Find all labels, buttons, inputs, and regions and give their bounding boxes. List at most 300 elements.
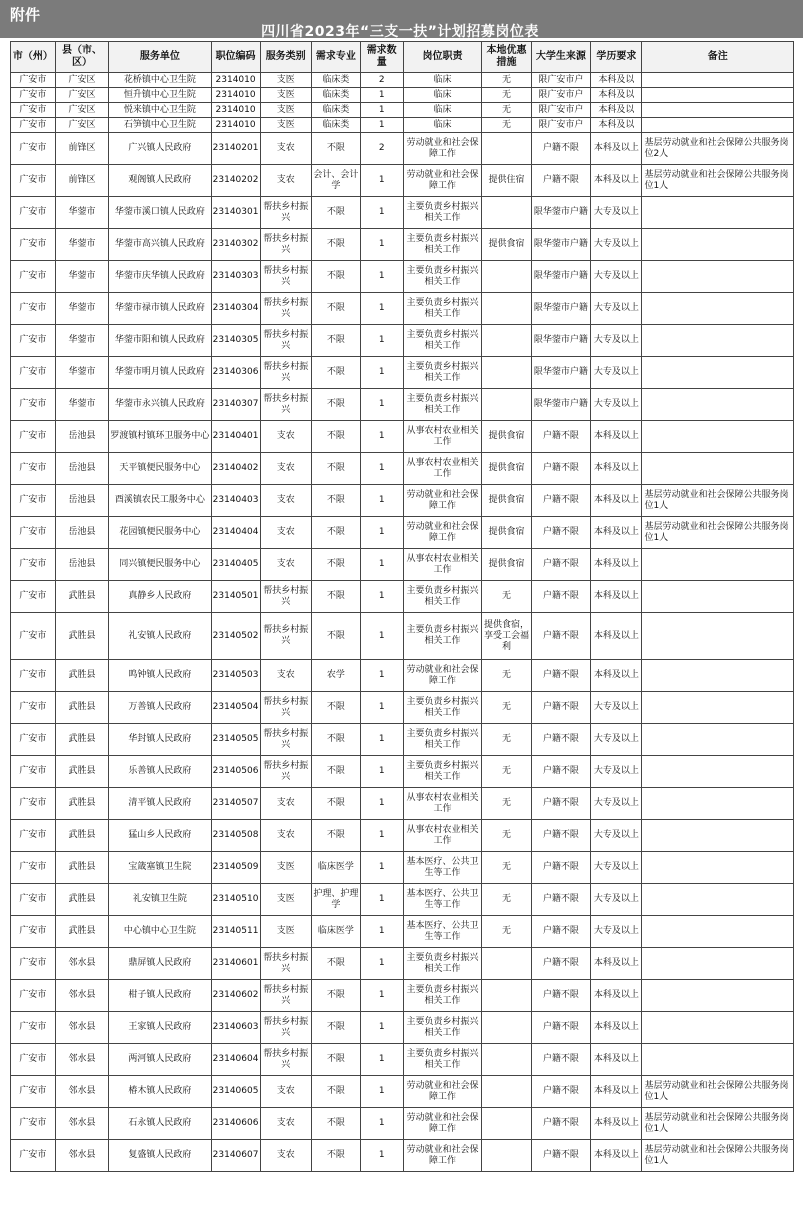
cell-benefit: 无	[482, 916, 531, 948]
table-row	[11, 660, 794, 692]
cell-category: 支医	[260, 852, 311, 884]
cell-education: 大专及以上	[591, 692, 642, 724]
cell-education: 大专及以上	[591, 325, 642, 357]
cell-count: 1	[360, 261, 403, 293]
cell-city: 广安市	[11, 948, 56, 980]
cell-unit: 广兴镇人民政府	[109, 133, 211, 165]
table-row	[11, 549, 794, 581]
cell-benefit	[482, 980, 531, 1012]
cell-county: 邻水县	[55, 1012, 108, 1044]
cell-education: 大专及以上	[591, 884, 642, 916]
cell-city: 广安市	[11, 756, 56, 788]
cell-source: 户籍不限	[531, 1140, 591, 1172]
cell-major: 不限	[311, 724, 360, 756]
cell-duty: 主要负责乡村振兴相关工作	[403, 724, 482, 756]
cell-unit: 华蓥市溪口镇人民政府	[109, 197, 211, 229]
cell-county: 华蓥市	[55, 229, 108, 261]
cell-county: 前锋区	[55, 165, 108, 197]
cell-benefit: 提供食宿	[482, 453, 531, 485]
cell-count: 1	[360, 1076, 403, 1108]
cell-city: 广安市	[11, 724, 56, 756]
cell-duty: 主要负责乡村振兴相关工作	[403, 389, 482, 421]
cell-major: 不限	[311, 549, 360, 581]
cell-benefit	[482, 1012, 531, 1044]
cell-remark	[642, 581, 794, 613]
cell-count: 1	[360, 517, 403, 549]
cell-major: 临床类	[311, 73, 360, 88]
cell-remark	[642, 948, 794, 980]
cell-benefit	[482, 197, 531, 229]
cell-city: 广安市	[11, 1012, 56, 1044]
cell-city: 广安市	[11, 389, 56, 421]
cell-city: 广安市	[11, 165, 56, 197]
cell-unit: 罗渡镇村镇环卫服务中心	[109, 421, 211, 453]
cell-count: 1	[360, 1140, 403, 1172]
cell-education: 大专及以上	[591, 197, 642, 229]
cell-code: 23140302	[211, 229, 260, 261]
cell-education: 大专及以上	[591, 852, 642, 884]
cell-duty: 主要负责乡村振兴相关工作	[403, 229, 482, 261]
cell-county: 武胜县	[55, 916, 108, 948]
cell-unit: 华蓥市庆华镇人民政府	[109, 261, 211, 293]
cell-category: 帮扶乡村振兴	[260, 756, 311, 788]
cell-count: 2	[360, 73, 403, 88]
cell-count: 1	[360, 118, 403, 133]
cell-count: 1	[360, 229, 403, 261]
cell-remark: 基层劳动就业和社会保障公共服务岗位1人	[642, 165, 794, 197]
cell-major: 不限	[311, 1140, 360, 1172]
cell-remark	[642, 820, 794, 852]
cell-major: 不限	[311, 756, 360, 788]
cell-major: 不限	[311, 453, 360, 485]
cell-remark	[642, 980, 794, 1012]
cell-county: 武胜县	[55, 724, 108, 756]
cell-category: 支农	[260, 1140, 311, 1172]
cell-education: 本科及以上	[591, 1140, 642, 1172]
cell-education: 本科及以上	[591, 133, 642, 165]
cell-category: 帮扶乡村振兴	[260, 1044, 311, 1076]
cell-count: 1	[360, 325, 403, 357]
cell-unit: 鸣钟镇人民政府	[109, 660, 211, 692]
cell-count: 1	[360, 581, 403, 613]
cell-major: 不限	[311, 820, 360, 852]
cell-code: 23140201	[211, 133, 260, 165]
cell-duty: 从事农村农业相关工作	[403, 788, 482, 820]
cell-major: 不限	[311, 980, 360, 1012]
cell-education: 本科及以上	[591, 1012, 642, 1044]
cell-education: 大专及以上	[591, 916, 642, 948]
cell-duty: 主要负责乡村振兴相关工作	[403, 613, 482, 660]
cell-benefit: 提供食宿	[482, 517, 531, 549]
cell-code: 23140601	[211, 948, 260, 980]
cell-education: 本科及以上	[591, 453, 642, 485]
cell-major: 不限	[311, 517, 360, 549]
cell-source: 户籍不限	[531, 549, 591, 581]
cell-city: 广安市	[11, 1140, 56, 1172]
table-row	[11, 421, 794, 453]
cell-count: 1	[360, 165, 403, 197]
cell-county: 邻水县	[55, 980, 108, 1012]
cell-count: 1	[360, 389, 403, 421]
cell-major: 临床类	[311, 118, 360, 133]
cell-duty: 基本医疗、公共卫生等工作	[403, 916, 482, 948]
table-row	[11, 103, 794, 118]
table-row	[11, 118, 794, 133]
cell-county: 广安区	[55, 118, 108, 133]
cell-category: 支农	[260, 517, 311, 549]
cell-category: 帮扶乡村振兴	[260, 357, 311, 389]
cell-county: 邻水县	[55, 1140, 108, 1172]
position-table	[10, 41, 794, 1172]
cell-source: 户籍不限	[531, 1108, 591, 1140]
cell-source: 户籍不限	[531, 421, 591, 453]
cell-code: 23140603	[211, 1012, 260, 1044]
cell-benefit: 提供食宿	[482, 485, 531, 517]
cell-duty: 从事农村农业相关工作	[403, 549, 482, 581]
cell-source: 户籍不限	[531, 884, 591, 916]
cell-duty: 主要负责乡村振兴相关工作	[403, 980, 482, 1012]
cell-remark: 基层劳动就业和社会保障公共服务岗位2人	[642, 133, 794, 165]
cell-code: 23140405	[211, 549, 260, 581]
cell-unit: 清平镇人民政府	[109, 788, 211, 820]
table-row	[11, 692, 794, 724]
cell-category: 支农	[260, 421, 311, 453]
col-header-duty: 岗位职责	[403, 42, 482, 73]
cell-unit: 华蓥市明月镇人民政府	[109, 357, 211, 389]
cell-city: 广安市	[11, 820, 56, 852]
cell-city: 广安市	[11, 660, 56, 692]
col-header-county: 县（市、区）	[55, 42, 108, 73]
cell-unit: 复盛镇人民政府	[109, 1140, 211, 1172]
cell-county: 岳池县	[55, 485, 108, 517]
cell-source: 限华蓥市户籍	[531, 357, 591, 389]
cell-benefit	[482, 133, 531, 165]
col-header-count: 需求数量	[360, 42, 403, 73]
cell-source: 户籍不限	[531, 613, 591, 660]
cell-category: 支农	[260, 820, 311, 852]
cell-city: 广安市	[11, 1108, 56, 1140]
cell-benefit: 无	[482, 103, 531, 118]
cell-education: 大专及以上	[591, 229, 642, 261]
cell-city: 广安市	[11, 197, 56, 229]
cell-education: 本科及以上	[591, 613, 642, 660]
cell-code: 23140404	[211, 517, 260, 549]
cell-benefit: 无	[482, 820, 531, 852]
table-row	[11, 261, 794, 293]
cell-category: 帮扶乡村振兴	[260, 229, 311, 261]
cell-remark	[642, 1012, 794, 1044]
table-row	[11, 325, 794, 357]
cell-source: 户籍不限	[531, 980, 591, 1012]
table-body	[11, 73, 794, 1172]
table-row	[11, 788, 794, 820]
table-row	[11, 88, 794, 103]
cell-benefit: 无	[482, 724, 531, 756]
cell-county: 岳池县	[55, 453, 108, 485]
cell-source: 户籍不限	[531, 1044, 591, 1076]
cell-code: 23140607	[211, 1140, 260, 1172]
cell-county: 邻水县	[55, 1044, 108, 1076]
col-header-major: 需求专业	[311, 42, 360, 73]
attachment-label: 附件	[10, 6, 41, 24]
cell-education: 本科及以上	[591, 1108, 642, 1140]
cell-benefit: 提供食宿	[482, 549, 531, 581]
cell-county: 邻水县	[55, 1108, 108, 1140]
cell-county: 华蓥市	[55, 389, 108, 421]
cell-count: 1	[360, 357, 403, 389]
cell-category: 帮扶乡村振兴	[260, 692, 311, 724]
cell-duty: 劳动就业和社会保障工作	[403, 485, 482, 517]
cell-education: 本科及以	[591, 88, 642, 103]
cell-county: 武胜县	[55, 884, 108, 916]
cell-category: 帮扶乡村振兴	[260, 389, 311, 421]
cell-source: 户籍不限	[531, 165, 591, 197]
cell-unit: 同兴镇便民服务中心	[109, 549, 211, 581]
cell-duty: 主要负责乡村振兴相关工作	[403, 261, 482, 293]
cell-education: 大专及以上	[591, 820, 642, 852]
cell-code: 23140506	[211, 756, 260, 788]
cell-duty: 劳动就业和社会保障工作	[403, 165, 482, 197]
cell-code: 2314010	[211, 118, 260, 133]
cell-remark	[642, 756, 794, 788]
cell-benefit: 无	[482, 756, 531, 788]
col-header-benefit: 本地优惠措施	[482, 42, 531, 73]
cell-category: 支医	[260, 103, 311, 118]
cell-city: 广安市	[11, 261, 56, 293]
cell-benefit: 提供食宿，享受工会福利	[482, 613, 531, 660]
table-row	[11, 613, 794, 660]
cell-remark	[642, 293, 794, 325]
cell-major: 农学	[311, 660, 360, 692]
cell-unit: 乐善镇人民政府	[109, 756, 211, 788]
table-row	[11, 229, 794, 261]
cell-major: 临床类	[311, 103, 360, 118]
cell-benefit: 无	[482, 788, 531, 820]
cell-duty: 劳动就业和社会保障工作	[403, 1076, 482, 1108]
cell-count: 1	[360, 453, 403, 485]
cell-code: 23140510	[211, 884, 260, 916]
cell-code: 23140501	[211, 581, 260, 613]
cell-code: 2314010	[211, 103, 260, 118]
cell-benefit	[482, 325, 531, 357]
cell-education: 本科及以上	[591, 1044, 642, 1076]
cell-remark	[642, 197, 794, 229]
cell-source: 限华蓥市户籍	[531, 293, 591, 325]
table-header-row	[11, 42, 794, 73]
cell-remark	[642, 692, 794, 724]
table-row	[11, 1076, 794, 1108]
cell-remark: 基层劳动就业和社会保障公共服务岗位1人	[642, 517, 794, 549]
cell-category: 支医	[260, 884, 311, 916]
cell-source: 限华蓥市户籍	[531, 197, 591, 229]
cell-count: 1	[360, 613, 403, 660]
cell-remark	[642, 453, 794, 485]
cell-category: 支医	[260, 118, 311, 133]
cell-benefit	[482, 1108, 531, 1140]
cell-benefit: 无	[482, 692, 531, 724]
cell-code: 23140602	[211, 980, 260, 1012]
cell-county: 邻水县	[55, 1076, 108, 1108]
cell-major: 不限	[311, 197, 360, 229]
cell-count: 1	[360, 88, 403, 103]
cell-major: 临床类	[311, 88, 360, 103]
cell-education: 大专及以上	[591, 389, 642, 421]
cell-remark	[642, 549, 794, 581]
cell-source: 户籍不限	[531, 756, 591, 788]
cell-city: 广安市	[11, 453, 56, 485]
cell-city: 广安市	[11, 293, 56, 325]
cell-major: 不限	[311, 1012, 360, 1044]
cell-count: 1	[360, 756, 403, 788]
cell-major: 不限	[311, 948, 360, 980]
cell-county: 华蓥市	[55, 357, 108, 389]
cell-code: 23140307	[211, 389, 260, 421]
cell-benefit: 提供食宿	[482, 421, 531, 453]
cell-code: 23140304	[211, 293, 260, 325]
cell-source: 户籍不限	[531, 916, 591, 948]
cell-count: 1	[360, 692, 403, 724]
cell-unit: 礼安镇人民政府	[109, 613, 211, 660]
cell-benefit: 无	[482, 581, 531, 613]
col-header-code: 职位编码	[211, 42, 260, 73]
cell-benefit	[482, 389, 531, 421]
cell-unit: 恒升镇中心卫生院	[109, 88, 211, 103]
cell-count: 1	[360, 197, 403, 229]
cell-city: 广安市	[11, 357, 56, 389]
cell-count: 1	[360, 293, 403, 325]
cell-category: 帮扶乡村振兴	[260, 724, 311, 756]
cell-unit: 石笋镇中心卫生院	[109, 118, 211, 133]
header-band	[0, 0, 803, 38]
cell-county: 武胜县	[55, 756, 108, 788]
cell-source: 户籍不限	[531, 852, 591, 884]
cell-city: 广安市	[11, 103, 56, 118]
cell-count: 1	[360, 1044, 403, 1076]
cell-source: 户籍不限	[531, 660, 591, 692]
cell-county: 武胜县	[55, 788, 108, 820]
cell-count: 1	[360, 884, 403, 916]
cell-county: 武胜县	[55, 581, 108, 613]
cell-county: 武胜县	[55, 852, 108, 884]
cell-city: 广安市	[11, 421, 56, 453]
cell-source: 户籍不限	[531, 453, 591, 485]
cell-category: 支医	[260, 88, 311, 103]
cell-unit: 华封镇人民政府	[109, 724, 211, 756]
cell-category: 支农	[260, 485, 311, 517]
cell-education: 本科及以	[591, 118, 642, 133]
cell-unit: 华蓥市永兴镇人民政府	[109, 389, 211, 421]
cell-unit: 两河镇人民政府	[109, 1044, 211, 1076]
cell-duty: 主要负责乡村振兴相关工作	[403, 1044, 482, 1076]
cell-source: 限广安市户	[531, 103, 591, 118]
cell-benefit	[482, 1076, 531, 1108]
cell-major: 不限	[311, 788, 360, 820]
cell-duty: 主要负责乡村振兴相关工作	[403, 197, 482, 229]
cell-code: 23140604	[211, 1044, 260, 1076]
cell-category: 支医	[260, 916, 311, 948]
cell-city: 广安市	[11, 1076, 56, 1108]
cell-duty: 劳动就业和社会保障工作	[403, 1108, 482, 1140]
cell-duty: 劳动就业和社会保障工作	[403, 133, 482, 165]
table-row	[11, 197, 794, 229]
cell-source: 户籍不限	[531, 1012, 591, 1044]
cell-source: 限广安市户	[531, 73, 591, 88]
cell-source: 户籍不限	[531, 724, 591, 756]
cell-code: 23140301	[211, 197, 260, 229]
cell-count: 1	[360, 1108, 403, 1140]
cell-benefit	[482, 261, 531, 293]
table-row	[11, 581, 794, 613]
cell-source: 限广安市户	[531, 118, 591, 133]
cell-category: 帮扶乡村振兴	[260, 980, 311, 1012]
cell-source: 户籍不限	[531, 788, 591, 820]
cell-duty: 从事农村农业相关工作	[403, 421, 482, 453]
cell-duty: 临床	[403, 118, 482, 133]
cell-source: 户籍不限	[531, 485, 591, 517]
cell-count: 1	[360, 948, 403, 980]
cell-remark	[642, 73, 794, 88]
cell-education: 大专及以上	[591, 357, 642, 389]
cell-major: 临床医学	[311, 916, 360, 948]
cell-category: 支农	[260, 1108, 311, 1140]
cell-major: 不限	[311, 389, 360, 421]
cell-source: 户籍不限	[531, 581, 591, 613]
cell-county: 岳池县	[55, 549, 108, 581]
cell-remark: 基层劳动就业和社会保障公共服务岗位1人	[642, 1076, 794, 1108]
cell-major: 不限	[311, 421, 360, 453]
cell-unit: 花园镇便民服务中心	[109, 517, 211, 549]
cell-count: 1	[360, 485, 403, 517]
cell-benefit	[482, 948, 531, 980]
cell-remark	[642, 613, 794, 660]
cell-duty: 临床	[403, 73, 482, 88]
cell-source: 户籍不限	[531, 133, 591, 165]
cell-city: 广安市	[11, 916, 56, 948]
cell-source: 户籍不限	[531, 948, 591, 980]
cell-count: 1	[360, 549, 403, 581]
cell-education: 本科及以上	[591, 165, 642, 197]
cell-benefit	[482, 1044, 531, 1076]
cell-education: 本科及以上	[591, 948, 642, 980]
cell-unit: 柑子镇人民政府	[109, 980, 211, 1012]
table-row	[11, 293, 794, 325]
cell-duty: 主要负责乡村振兴相关工作	[403, 1012, 482, 1044]
cell-category: 支农	[260, 1076, 311, 1108]
table-row	[11, 453, 794, 485]
table-row	[11, 73, 794, 88]
cell-remark	[642, 261, 794, 293]
cell-education: 大专及以上	[591, 788, 642, 820]
cell-major: 不限	[311, 133, 360, 165]
cell-unit: 王家镇人民政府	[109, 1012, 211, 1044]
cell-code: 23140605	[211, 1076, 260, 1108]
cell-major: 不限	[311, 485, 360, 517]
cell-major: 不限	[311, 1108, 360, 1140]
cell-education: 本科及以上	[591, 980, 642, 1012]
table-row	[11, 1044, 794, 1076]
cell-duty: 主要负责乡村振兴相关工作	[403, 293, 482, 325]
cell-code: 2314010	[211, 88, 260, 103]
cell-unit: 真静乡人民政府	[109, 581, 211, 613]
cell-city: 广安市	[11, 517, 56, 549]
cell-code: 23140505	[211, 724, 260, 756]
cell-remark	[642, 660, 794, 692]
cell-code: 23140306	[211, 357, 260, 389]
cell-category: 帮扶乡村振兴	[260, 948, 311, 980]
table-row	[11, 517, 794, 549]
cell-duty: 主要负责乡村振兴相关工作	[403, 756, 482, 788]
cell-county: 岳池县	[55, 421, 108, 453]
